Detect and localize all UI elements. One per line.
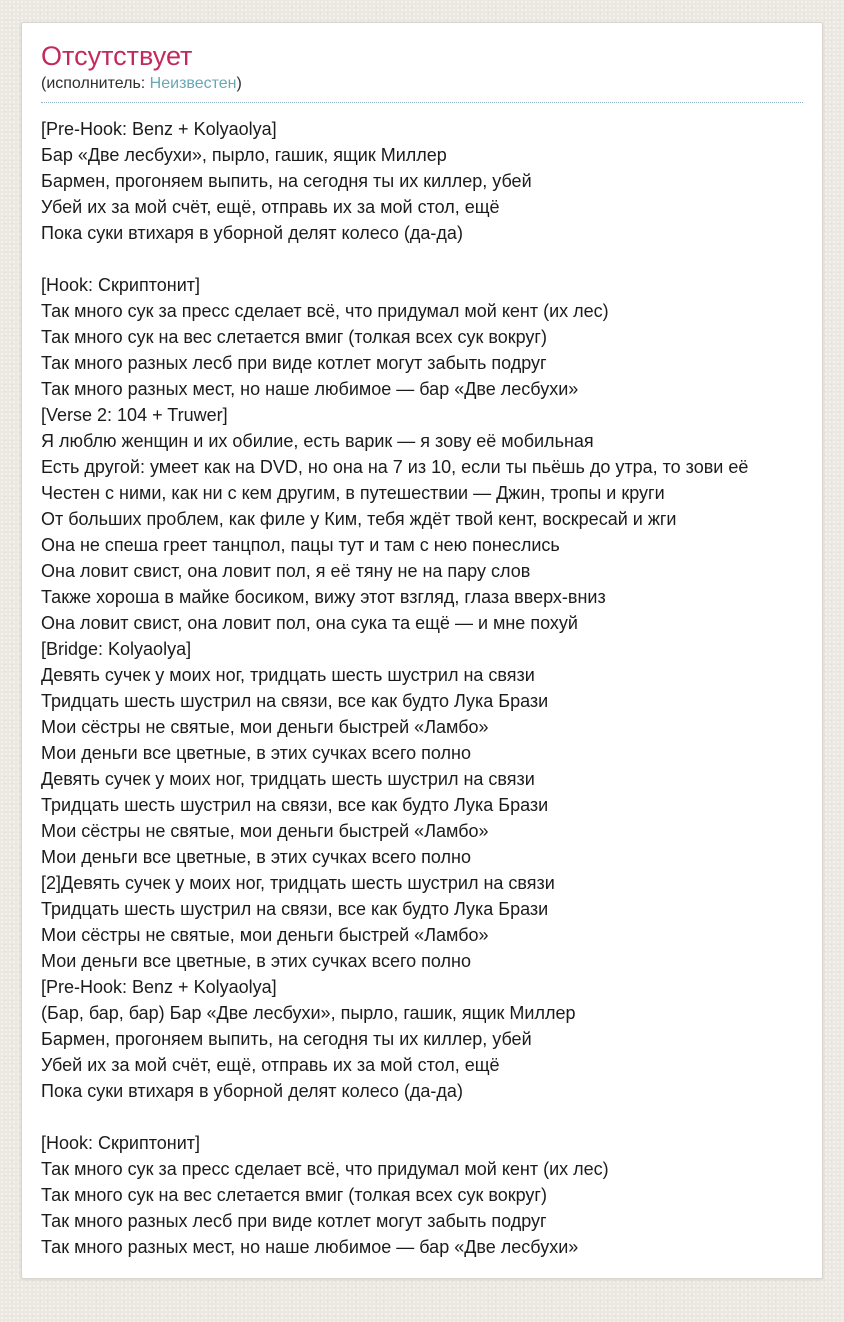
lyric-line: Девять сучек у моих ног, тридцать шесть шустрил на связи <box>41 665 535 685</box>
lyric-line: Мои сёстры не святые, мои деньги быстрей «Ламбо» <box>41 925 489 945</box>
lyric-line: Мои сёстры не святые, мои деньги быстрей «Ламбо» <box>41 717 489 737</box>
lyric-line: От больших проблем, как филе у Ким, тебя ждёт твой кент, воскресай и жги <box>41 509 677 529</box>
lyric-line: Бар «Две лесбухи», пырло, гашик, ящик Миллер <box>41 145 447 165</box>
lyric-line: Тридцать шесть шустрил на связи, все как будто Лука Брази <box>41 691 549 711</box>
lyric-line: Пока суки втихаря в уборной делят колесо (да-да) <box>41 223 463 243</box>
lyric-line: [2]Девять сучек у моих ног, тридцать шесть шустрил на связи <box>41 873 555 893</box>
song-subtitle <box>41 74 803 94</box>
lyric-line: Так много разных мест, но наше любимое — бар «Две лесбухи» <box>41 379 579 399</box>
lyric-blank-line <box>41 246 803 272</box>
lyric-line: Бармен, прогоняем выпить, на сегодня ты их киллер, убей <box>41 1029 532 1049</box>
lyric-line: [Bridge: Kolyaolya] <box>41 639 192 659</box>
lyric-blank-line <box>41 1104 803 1130</box>
artist-link[interactable]: Неизвестен <box>149 75 237 92</box>
lyric-line: [Pre-Hook: Benz + Kolyaolya] <box>41 977 277 997</box>
lyric-line: Так много сук на вес слетается вмиг (толкая всех сук вокруг) <box>41 327 547 347</box>
lyric-line: [Verse 2: 104 + Truwer] <box>41 405 228 425</box>
lyric-line: Так много разных лесб при виде котлет могут забыть подруг <box>41 353 547 373</box>
page-background <box>0 22 844 1322</box>
subtitle-suffix: ) <box>236 75 242 92</box>
lyric-line: Так много сук за пресс сделает всё, что придумал мой кент (их лес) <box>41 1159 609 1179</box>
lyric-line: Мои деньги все цветные, в этих сучках всего полно <box>41 847 471 867</box>
lyric-line: Она ловит свист, она ловит пол, она сука та ещё — и мне похуй <box>41 613 578 633</box>
lyric-line: [Hook: Скриптонит] <box>41 275 201 295</box>
lyric-line: Мои деньги все цветные, в этих сучках всего полно <box>41 743 471 763</box>
song-header <box>41 41 803 103</box>
lyric-line: Так много разных мест, но наше любимое — бар «Две лесбухи» <box>41 1237 579 1257</box>
lyric-line: Честен с ними, как ни с кем другим, в путешествии — Джин, тропы и круги <box>41 483 665 503</box>
lyric-line: Также хороша в майке босиком, вижу этот взгляд, глаза вверх-вниз <box>41 587 606 607</box>
lyric-line: Убей их за мой счёт, ещё, отправь их за мой стол, ещё <box>41 1055 500 1075</box>
lyric-line: Мои сёстры не святые, мои деньги быстрей «Ламбо» <box>41 821 489 841</box>
lyric-line: Так много разных лесб при виде котлет могут забыть подруг <box>41 1211 547 1231</box>
lyric-line: Пока суки втихаря в уборной делят колесо (да-да) <box>41 1081 463 1101</box>
lyric-line: Я люблю женщин и их обилие, есть варик — я зову её мобильная <box>41 431 594 451</box>
lyric-line: Мои деньги все цветные, в этих сучках всего полно <box>41 951 471 971</box>
lyric-line: [Pre-Hook: Benz + Kolyaolya] <box>41 119 277 139</box>
lyric-line: Девять сучек у моих ног, тридцать шесть шустрил на связи <box>41 769 535 789</box>
lyric-line: Тридцать шесть шустрил на связи, все как будто Лука Брази <box>41 795 549 815</box>
lyric-line: Есть другой: умеет как на DVD, но она на 7 из 10, если ты пьёшь до утра, то зови её <box>41 457 749 477</box>
lyric-line: Так много сук на вес слетается вмиг (толкая всех сук вокруг) <box>41 1185 547 1205</box>
lyric-line: (Бар, бар, бар) Бар «Две лесбухи», пырло, гашик, ящик Миллер <box>41 1003 576 1023</box>
song-title: Отсутствует <box>41 41 193 71</box>
subtitle-prefix: (исполнитель: <box>41 75 150 92</box>
lyric-line: Она не спеша греет танцпол, пацы тут и там с нею понеслись <box>41 535 560 555</box>
lyric-line: [Hook: Скриптонит] <box>41 1133 201 1153</box>
lyric-line: Тридцать шесть шустрил на связи, все как будто Лука Брази <box>41 899 549 919</box>
lyric-line: Бармен, прогоняем выпить, на сегодня ты их киллер, убей <box>41 171 532 191</box>
lyric-line: Она ловит свист, она ловит пол, я её тяну не на пару слов <box>41 561 531 581</box>
lyric-line: Так много сук за пресс сделает всё, что придумал мой кент (их лес) <box>41 301 609 321</box>
lyric-line: Убей их за мой счёт, ещё, отправь их за мой стол, ещё <box>41 197 500 217</box>
lyrics-card <box>21 22 823 1279</box>
lyrics-text <box>41 116 803 1260</box>
